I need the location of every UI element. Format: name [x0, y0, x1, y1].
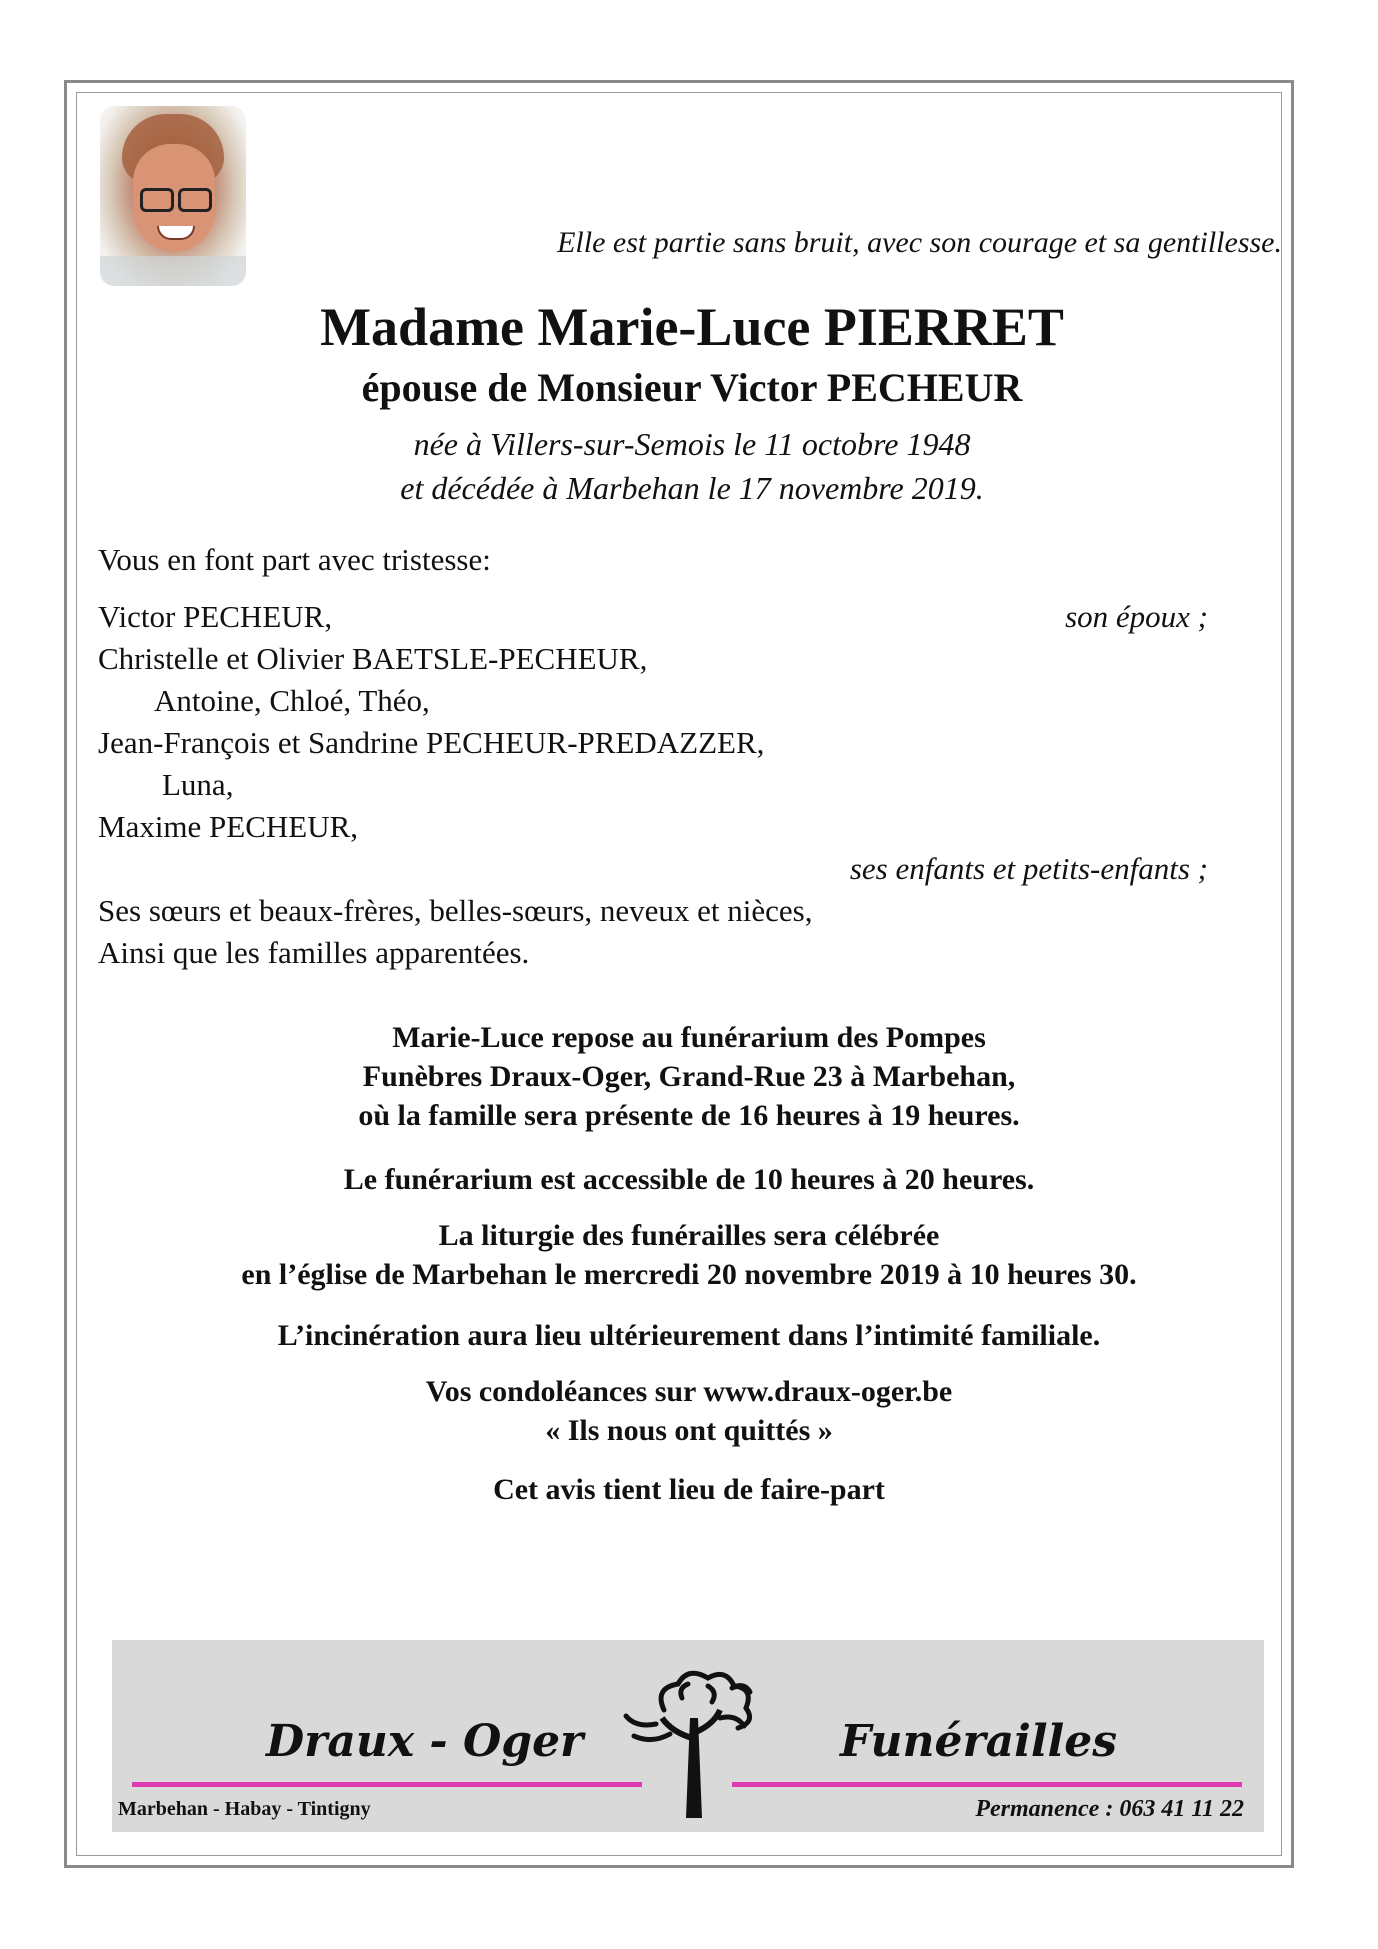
family-line: Christelle et Olivier BAETSLE-PECHEUR, — [98, 641, 648, 676]
deceased-name: Madame Marie-Luce PIERRET — [320, 297, 1064, 357]
family-line: Ses sœurs et beaux-frères, belles-sœurs, neveux et nièces, — [98, 893, 813, 928]
announcement-intro: Vous en font part avec tristesse: — [98, 542, 491, 577]
family-line: Luna, — [162, 767, 234, 802]
condolences-info: Vos condoléances sur www.draux-oger.be « Ils nous ont quittés » — [425, 1375, 953, 1447]
notice-line: Cet avis tient lieu de faire-part — [493, 1473, 885, 1506]
family-line: Maxime PECHEUR, — [98, 809, 359, 844]
branch-towns: Marbehan - Habay - Tintigny — [118, 1798, 371, 1820]
access-hours: Le funérarium est accessible de 10 heures à 20 heures. — [343, 1163, 1035, 1196]
memorial-motto: Elle est partie sans bruit, avec son courage et sa gentillesse. — [557, 226, 1282, 259]
death-line: et décédée à Marbehan le 17 novembre 2019. — [400, 470, 984, 506]
family-line: Jean-François et Sandrine PECHEUR-PREDAZZER, — [98, 725, 765, 760]
funeral-home-footer — [112, 1640, 1264, 1832]
family-line — [98, 848, 1208, 890]
permanence-phone: Permanence : 063 41 11 22 — [975, 1796, 1244, 1822]
family-role: ses enfants et petits-enfants ; — [849, 851, 1208, 886]
spouse-line: épouse de Monsieur Victor PECHEUR — [361, 365, 1023, 410]
family-role: son époux ; — [1065, 599, 1208, 634]
liturgy-info: La liturgie des funérailles sera célébrée en l’église de Marbehan le mercredi 20 novembre 2019 à 10 heures 30. — [241, 1219, 1137, 1291]
funerarium-info: Marie-Luce repose au funérarium des Pompes Funèbres Draux-Oger, Grand-Rue 23 à Marbehan, où la famille sera présente de 16 heures à 19 heures. — [358, 1021, 1020, 1132]
family-line: Ainsi que les familles apparentées. — [98, 935, 530, 970]
family-list — [98, 596, 1208, 974]
incineration-info: L’incinération aura lieu ultérieurement dans l’intimité familiale. — [277, 1319, 1101, 1352]
brand-name-left: Draux - Oger — [266, 1716, 584, 1767]
family-line: Antoine, Chloé, Théo, — [154, 683, 430, 718]
birth-line: née à Villers-sur-Semois le 11 octobre 1948 — [413, 426, 971, 462]
tree-logo-icon — [592, 1658, 792, 1826]
portrait-photo — [100, 106, 246, 286]
brand-name-right: Funérailles — [840, 1716, 1118, 1767]
family-line: Victor PECHEUR, son époux ; — [98, 596, 1208, 638]
pink-rule-left — [132, 1782, 642, 1787]
pink-rule-right — [732, 1782, 1242, 1787]
